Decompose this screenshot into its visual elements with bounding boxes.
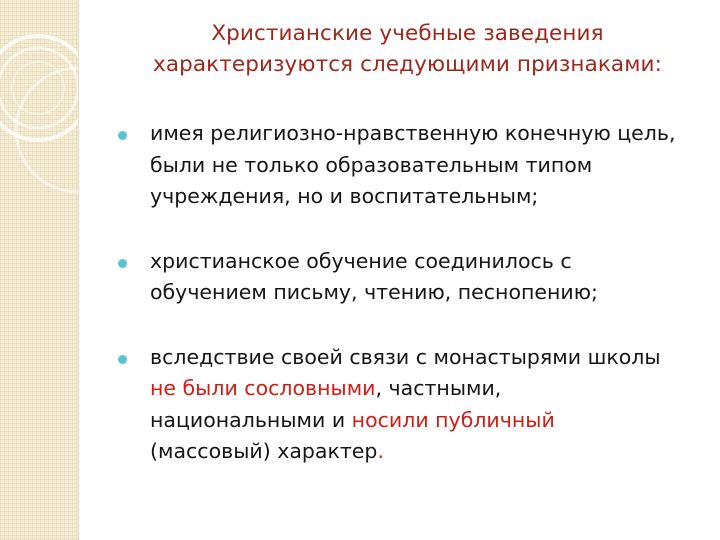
- bullet-3-emphasis-not-class-based: не были сословными: [150, 376, 376, 400]
- bullet-3-line-1: вследствие своей связи с монастырями школы: [150, 344, 661, 369]
- slide-title: [95, 18, 720, 80]
- bullet-icon: [118, 259, 127, 268]
- bullet-1-line-3: учреждения, но и воспитательным;: [150, 184, 539, 208]
- bullet-1-line-1: имея религиозно-нравственную конечную цель,: [150, 121, 676, 145]
- bullet-3-line-3-start: национальными и: [150, 407, 352, 432]
- bullet-3-line-3: [150, 405, 713, 437]
- bullet-1-line-2: были не только образовательным типом: [150, 152, 593, 177]
- slide-title-line-1: Христианские учебные заведения: [211, 21, 604, 46]
- bullet-2-line-1: христианское обучение соединилось с: [150, 248, 572, 273]
- decorative-side-band: [0, 0, 78, 540]
- bullet-item-2: [118, 246, 713, 309]
- bullet-icon: [118, 131, 127, 140]
- bullet-list: [118, 118, 713, 468]
- slide-title-line-2: характеризуются следующими признаками:: [153, 52, 662, 77]
- bullet-item-1: [118, 118, 713, 213]
- bullet-3-line-4: [150, 436, 713, 468]
- decorative-rings-icon: [0, 0, 78, 540]
- side-band-edge: [78, 0, 79, 540]
- bullet-2-line-2: обучением письму, чтению, песнопению;: [150, 280, 598, 304]
- bullet-3-line-4-text: (массовый) характер: [150, 439, 378, 463]
- bullet-3-emphasis-public: носили публичный: [351, 407, 555, 432]
- bullet-3-line-2: [150, 373, 713, 405]
- bullet-3-line-2-rest: , частными,: [375, 376, 502, 400]
- bullet-3-line-4-period: .: [377, 439, 384, 463]
- bullet-icon: [118, 355, 127, 364]
- bullet-item-3: [118, 342, 713, 468]
